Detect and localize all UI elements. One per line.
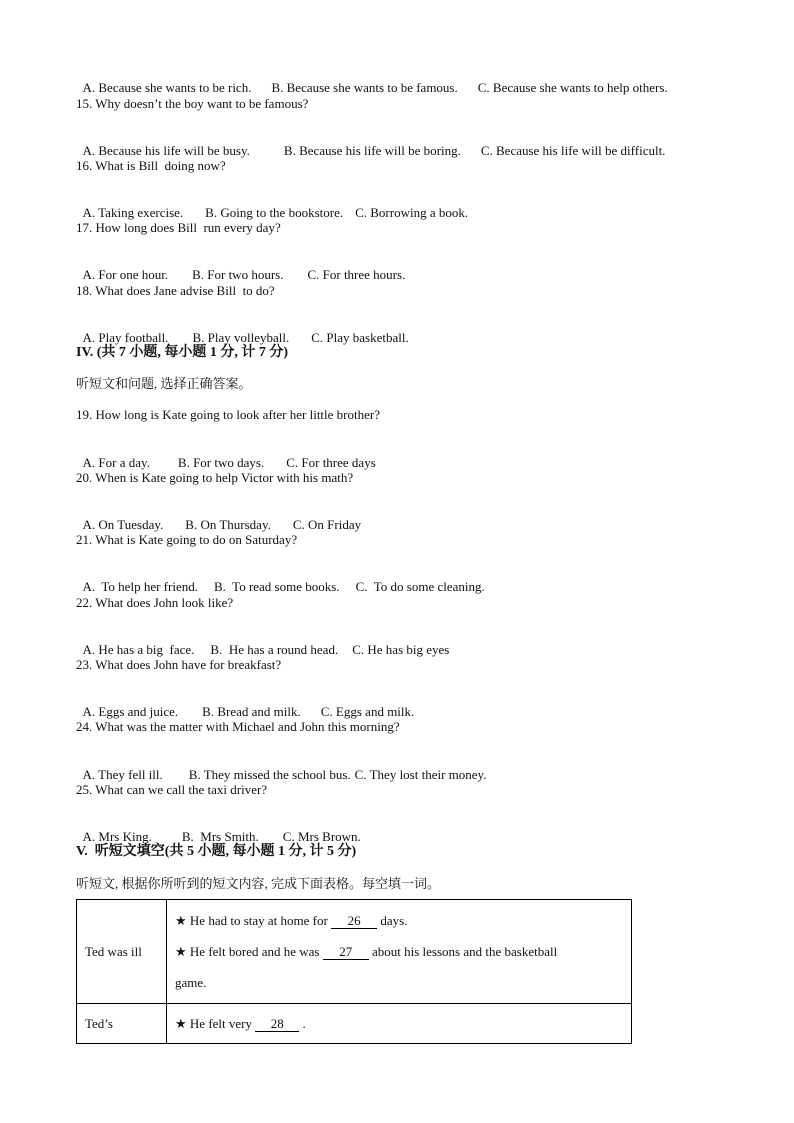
- q23-option-b: B. Bread and milk.: [202, 704, 301, 719]
- q14-option-c: C. Because she wants to help others.: [477, 80, 668, 95]
- q14-options: [76, 64, 668, 96]
- q17-option-a: A. For one hour.: [82, 267, 169, 282]
- q22-question: 22. What does John look like?: [76, 595, 234, 610]
- q22-option-b: B. He has a round head.: [210, 642, 339, 657]
- q15-option-a: A. Because his life will be busy.: [82, 143, 250, 158]
- table-line: [175, 905, 623, 936]
- q20-option-a: A. On Tuesday.: [82, 517, 164, 532]
- q19-question: 19. How long is Kate going to look after her little brother?: [76, 407, 380, 422]
- blank-27[interactable]: 27: [323, 944, 369, 960]
- q24-option-b: B. They missed the school bus.: [188, 767, 351, 782]
- section-4-instruction: 听短文和问题, 选择正确答案。: [76, 376, 252, 391]
- q17-question: 17. How long does Bill run every day?: [76, 220, 281, 235]
- q15-option-c: C. Because his life will be difficult.: [480, 143, 666, 158]
- table-row: [77, 900, 632, 1004]
- q16-question: 16. What is Bill doing now?: [76, 158, 226, 173]
- q24-question: 24. What was the matter with Michael and John this morning?: [76, 719, 400, 734]
- q20-question: 20. When is Kate going to help Victor with his math?: [76, 470, 354, 485]
- q25-option-a: A. Mrs King.: [82, 829, 152, 844]
- table-line: [175, 936, 623, 967]
- line-text: ★ He felt bored and he was: [175, 944, 320, 959]
- q24-option-a: A. They fell ill.: [82, 767, 163, 782]
- row-content: [167, 900, 632, 1004]
- q18-option-b: B. Play volleyball.: [192, 330, 290, 345]
- q15-options: [76, 127, 665, 159]
- blank-28[interactable]: 28: [255, 1016, 299, 1032]
- row-content: [167, 1004, 632, 1044]
- row-label-ted-was-ill: Ted was ill: [77, 900, 167, 1004]
- q21-question: 21. What is Kate going to do on Saturday?: [76, 532, 298, 547]
- section-5-title: V. 听短文填空(共 5 小题, 每小题 1 分, 计 5 分): [76, 844, 357, 859]
- q24-options: [76, 751, 486, 783]
- line-text: .: [302, 1015, 306, 1031]
- fill-in-table: [76, 899, 632, 1044]
- q25-option-c: C. Mrs Brown.: [282, 829, 361, 844]
- blank-26[interactable]: 26: [331, 913, 377, 929]
- q25-option-b: B. Mrs Smith.: [181, 829, 259, 844]
- q21-option-a: A. To help her friend.: [82, 579, 198, 594]
- q19-option-c: C. For three days: [286, 455, 376, 470]
- row-label-teds: Ted’s: [77, 1004, 167, 1044]
- q17-options: [76, 251, 405, 283]
- line-text: ★ He felt very: [175, 1015, 252, 1031]
- section-4-title: IV. (共 7 小题, 每小题 1 分, 计 7 分): [76, 345, 289, 360]
- q22-options: [76, 626, 449, 658]
- q21-option-c: C. To do some cleaning.: [355, 579, 485, 594]
- q18-options: [76, 314, 409, 346]
- section-5-instruction: 听短文, 根据你所听到的短文内容, 完成下面表格。每空填一词。: [76, 876, 441, 891]
- q16-options: [76, 189, 468, 221]
- q16-option-b: B. Going to the bookstore.: [205, 205, 344, 220]
- q22-option-c: C. He has big eyes: [352, 642, 450, 657]
- q17-option-b: B. For two hours.: [192, 267, 284, 282]
- q23-option-a: A. Eggs and juice.: [82, 704, 179, 719]
- q20-option-b: B. On Thursday.: [185, 517, 271, 532]
- q17-option-c: C. For three hours.: [307, 267, 406, 282]
- q25-question: 25. What can we call the taxi driver?: [76, 782, 268, 797]
- line-text: about his lessons and the basketball: [372, 944, 558, 959]
- q24-option-c: C. They lost their money.: [354, 767, 487, 782]
- q19-option-b: B. For two days.: [177, 455, 265, 470]
- q20-option-c: C. On Friday: [292, 517, 362, 532]
- q23-question: 23. What does John have for breakfast?: [76, 657, 282, 672]
- q21-options: [76, 563, 485, 595]
- q22-option-a: A. He has a big face.: [82, 642, 195, 657]
- q16-option-c: C. Borrowing a book.: [355, 205, 469, 220]
- q19-option-a: A. For a day.: [82, 455, 150, 470]
- q23-option-c: C. Eggs and milk.: [320, 704, 415, 719]
- q14-option-a: A. Because she wants to be rich.: [82, 80, 252, 95]
- q19-options: [76, 439, 376, 471]
- q14-option-b: B. Because she wants to be famous.: [271, 80, 458, 95]
- q18-question: 18. What does Jane advise Bill to do?: [76, 283, 275, 298]
- table-line: game.: [175, 975, 207, 990]
- q15-option-b: B. Because his life will be boring.: [283, 143, 461, 158]
- table-row: [77, 1004, 632, 1044]
- q16-option-a: A. Taking exercise.: [82, 205, 184, 220]
- line-text: ★ He had to stay at home for: [175, 913, 328, 928]
- q23-options: [76, 688, 414, 720]
- q25-options: [76, 813, 361, 845]
- line-text: days.: [380, 913, 408, 928]
- q18-option-c: C. Play basketball.: [311, 330, 409, 345]
- q15-question: 15. Why doesn’t the boy want to be famous?: [76, 96, 309, 111]
- q21-option-b: B. To read some books.: [213, 579, 340, 594]
- q18-option-a: A. Play football.: [82, 330, 169, 345]
- q20-options: [76, 501, 361, 533]
